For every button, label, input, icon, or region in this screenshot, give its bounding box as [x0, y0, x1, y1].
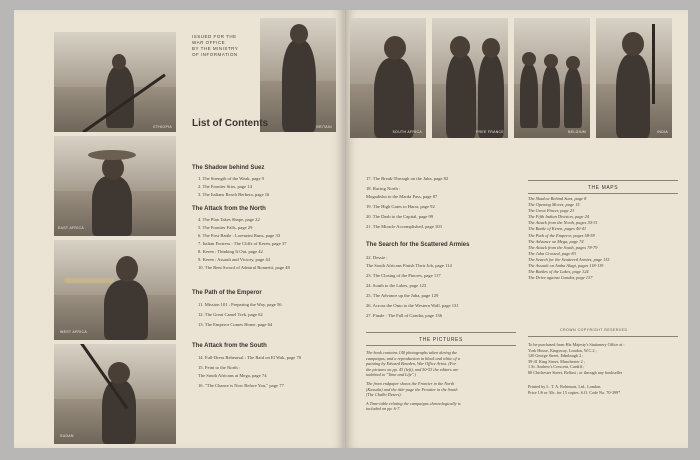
map-entry: The Drive against Gondar, page 137	[528, 275, 593, 281]
photo-caption: FREE FRANCE	[476, 130, 504, 134]
text-line: 39-41 King Street, Manchester 2 ;	[528, 358, 585, 364]
text-line: the pictures on pp. 43 (left), and 50-53 the editors are	[366, 366, 459, 372]
toc-entry: 5. The Frontier Falls, page 29	[198, 225, 253, 230]
toc-title: List of Contents	[192, 118, 269, 129]
issued-line: ISSUED FOR THE	[192, 34, 237, 39]
issued-line: WAR OFFICE	[192, 40, 226, 45]
toc-entry: 22. Dessie :	[366, 255, 388, 260]
section-title: The Shadow behind Suez	[192, 165, 265, 171]
toc-entry: 10. The Bent Sword of Admiral Bonnetti, page 48	[198, 265, 290, 270]
toc-entry: 20. The Dash to the Capital, page 99	[366, 214, 434, 219]
divider	[528, 336, 678, 337]
map-entry: The Battle of Keren, pages 40-41	[528, 226, 587, 232]
map-entry: The Shadow Behind Suez, page 8	[528, 196, 587, 201]
text-line: included on pp. 6-7.	[366, 406, 401, 412]
photo-west-africa	[54, 240, 176, 340]
photo-ethiopia	[54, 32, 176, 132]
map-entry: The Assault on Amba Alagi, pages 118-119	[528, 263, 604, 269]
photo-caption: SOUTH AFRICA	[392, 130, 422, 134]
text-line: The front endpaper shows the Frontier in the North	[366, 380, 455, 386]
photo-free-france	[432, 18, 508, 138]
map-entry: The Great Pincer, page 23	[528, 208, 575, 214]
text-line: indebted to "Time and Life".)	[366, 372, 417, 378]
photo-caption: SUDAN	[60, 434, 74, 438]
photo-belgium	[514, 18, 590, 138]
toc-entry: 23. The Closing of the Pincers, page 117	[366, 273, 441, 278]
toc-entry: 4. The Plan Takes Shape, page 22	[198, 217, 260, 222]
toc-entry: 25. The Advance up the Juba, page 129	[366, 293, 439, 298]
divider	[366, 345, 516, 346]
toc-entry: 18. Racing North :	[366, 186, 401, 191]
toc-entry: 21. The Miracle Accomplished, page 103	[366, 224, 442, 229]
pictures-text	[366, 350, 522, 412]
toc-entry: 11. Mission 101 : Preparing the Way, page 56	[198, 302, 282, 307]
toc-entry: 9. Keren : Assault and Victory, page 44	[198, 257, 270, 262]
divider	[528, 180, 678, 181]
toc-entry: 2. The Frontier Stirs, page 14	[198, 184, 252, 189]
issued-line: BY THE MINISTRY	[192, 46, 239, 51]
text-line: To be purchased from His Majesty's Stationery Office at :	[528, 342, 625, 347]
map-entry: The Attack from the South, pages 78-79	[528, 244, 598, 250]
issued-by	[192, 34, 238, 58]
photo-caption: WEST AFRICA	[60, 330, 87, 334]
text-line: 1 St. Andrew's Crescent, Cardiff ;	[528, 364, 585, 370]
map-entry: The Battles of the Lakes, page 124	[528, 269, 589, 275]
purchase-info	[528, 342, 625, 376]
toc-entry: 26. Across the Omo to the Western Wall, page 131	[366, 303, 459, 308]
photo-britain	[260, 18, 336, 132]
section-title: The Attack from the South	[192, 343, 267, 349]
text-line: York House, Kingsway, London, W.C.2 ;	[528, 347, 597, 353]
map-entry: The Search for the Scattered Armies, page 115	[528, 256, 610, 262]
pictures-heading: THE PICTURES	[419, 337, 463, 343]
text-line: 120 George Street, Edinburgh 2 ;	[528, 353, 584, 359]
printer-info	[528, 384, 620, 395]
map-entry: The Advance on Mega, page 74	[528, 238, 584, 244]
text-line: (Kassala) and the title-page the Frontier in the South	[366, 386, 458, 392]
photo-caption: BELGIUM	[568, 130, 586, 134]
divider	[528, 193, 678, 194]
text-line: campaigns, and a reproduction in black and white of a	[366, 355, 460, 361]
maps-list	[528, 196, 684, 281]
toc-entry: 19. The High Gates to Harar, page 92	[366, 204, 435, 209]
text-line: 80 Chichester Street, Belfast ; or through any bookseller	[528, 369, 623, 375]
photo-caption: BRITAIN	[316, 125, 332, 129]
photo-sudan	[54, 344, 176, 444]
toc-entry: 12. The Great Camel Trek, page 62	[198, 312, 263, 317]
photo-caption: INDIA	[657, 130, 668, 134]
toc-entry: 3. The Italians Reach Berbera, page 16	[198, 192, 270, 197]
text-line: painting by Edward Bawden, War Office Artist. (For	[366, 361, 457, 367]
photo-caption: ETHIOPIA	[153, 125, 172, 129]
toc-entry: 15. Feint to the North :	[198, 365, 241, 370]
toc-entry: 7. Italian Fortress : The Cliffs of Keren, page 37	[198, 241, 287, 246]
right-page	[346, 10, 688, 448]
map-entry: The Juba Crossed, page 83	[528, 250, 576, 256]
text-line: The book contains 140 photographs taken during the	[366, 350, 458, 355]
left-page	[14, 10, 345, 448]
photo-south-africa	[350, 18, 426, 138]
photo-east-africa	[54, 136, 176, 236]
toc-entry: 8. Keren : Thinking It Out, page 42	[198, 249, 263, 254]
toc-entry: The South Africans Finish Their Job, page 114	[366, 263, 452, 268]
section-title: The Attack from the North	[192, 206, 266, 212]
text-line: Printed by L. T. A. Robinson, Ltd., London.	[528, 384, 602, 389]
toc-entry: 14. Full-Dress Rehearsal : The Raid on El Wak, page 70	[198, 355, 302, 360]
photo-caption: EAST AFRICA	[58, 226, 84, 230]
text-line: Price 1/6 or 30c. for 15 copies. S.O. Code No. 70-399*	[528, 389, 621, 395]
toc-entry: The South Africans at Mega, page 74	[198, 373, 267, 378]
map-entry: The Fifth Indian Division, page 24	[528, 214, 589, 220]
copyright-notice: CROWN COPYRIGHT RESERVED	[560, 328, 628, 332]
toc-entry: 24. South to the Lakes, page 123	[366, 283, 427, 288]
section-title: The Search for the Scattered Armies	[366, 242, 470, 248]
toc-entry: 13. The Emperor Comes Home, page 64	[198, 322, 273, 327]
toc-entry: 6. The First Battle : Lorenzini Runs, page 33	[198, 233, 281, 238]
map-entry: The Path of the Emperor, pages 58-59	[528, 232, 595, 238]
toc-entry: 17. The Break-Through on the Juba, page 82	[366, 176, 449, 181]
maps-heading: THE MAPS	[587, 185, 619, 191]
photo-india	[596, 18, 672, 138]
toc-entry: 16. "The Chance is Now Before You," page 77	[198, 383, 284, 388]
toc-entry: 1. The Strength of the Weak, page 9	[198, 176, 264, 181]
map-entry: The Opening Moves, page 15	[528, 202, 580, 208]
text-line: (The Chalbi Desert).	[366, 392, 402, 398]
issued-line: OF INFORMATION	[192, 52, 238, 57]
section-title: The Path of the Emperor	[192, 290, 262, 296]
divider	[366, 332, 516, 333]
map-entry: The Attack from the North, pages 30-31	[528, 220, 598, 226]
toc-entry: Mogadishu to the Marda Pass, page 87	[366, 194, 438, 199]
text-line: A Time-table relating the campaigns chronologically is	[366, 400, 461, 406]
toc-entry: 27. Finale : The Fall of Gondar, page 136	[366, 313, 443, 318]
